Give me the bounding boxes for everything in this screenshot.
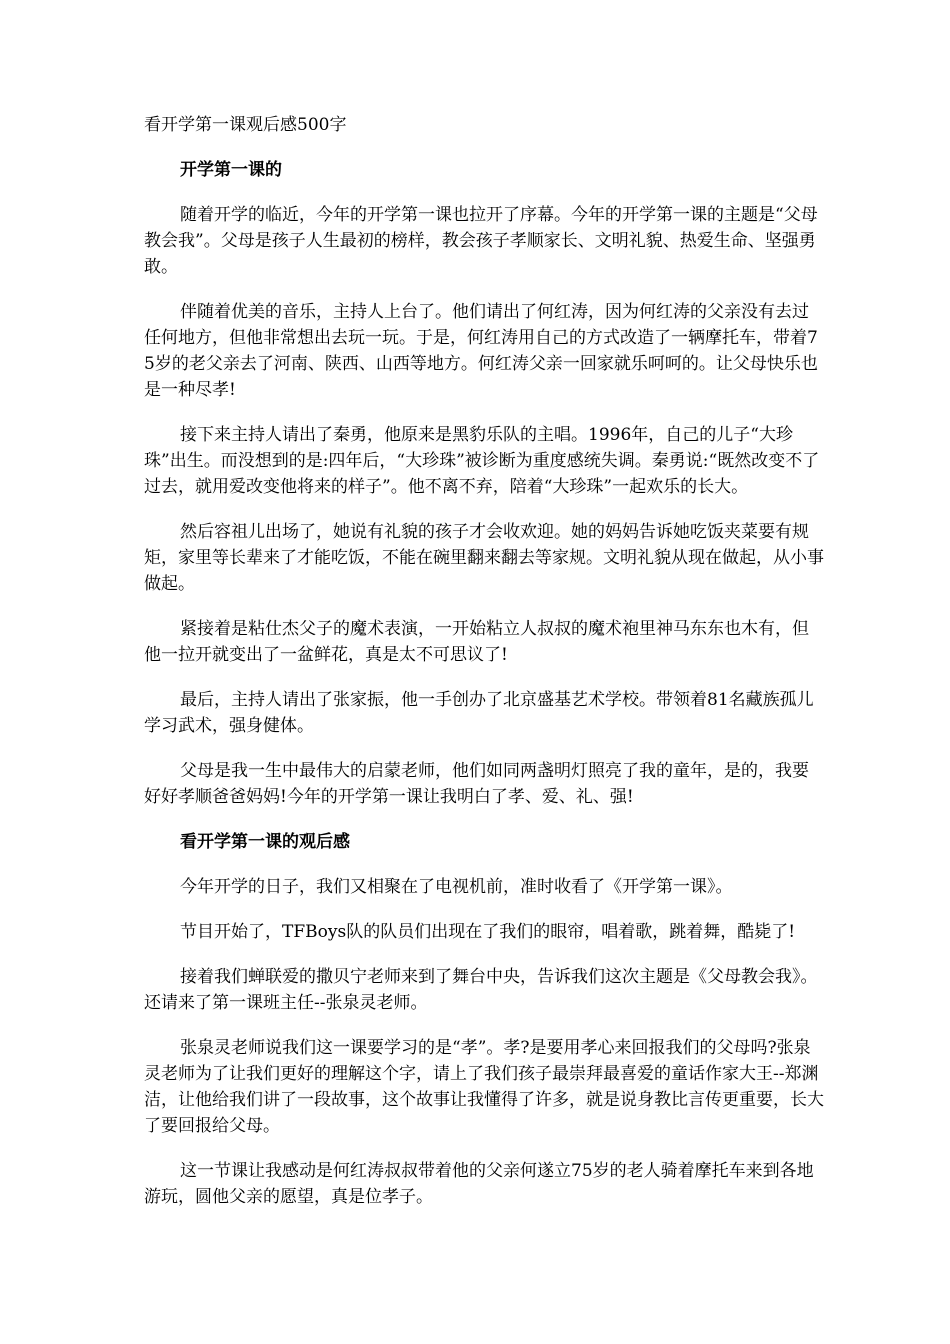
paragraph: 父母是我一生中最伟大的启蒙老师，他们如同两盏明灯照亮了我的童年，是的，我要好好孝顺爸爸妈妈!今年的开学第一课让我明白了孝、爱、礼、强! (144, 761, 809, 807)
paragraph: 今年开学的日子，我们又相聚在了电视机前，准时收看了《开学第一课》。 (180, 877, 733, 897)
section-heading: 看开学第一课的观后感 (180, 832, 350, 852)
document-title: 看开学第一课观后感500字 (144, 115, 347, 135)
paragraph: 伴随着优美的音乐，主持人上台了。他们请出了何红涛，因为何红涛的父亲没有去过任何地方，但他非常想出去玩一玩。于是，何红涛用自己的方式改造了一辆摩托车，带着75岁的老父亲去了河南、陕西、山西等地方。何红涛父亲一回家就乐呵呵的。让父母快乐也是一种尽孝! (144, 302, 818, 400)
paragraph: 最后，主持人请出了张家振，他一手创办了北京盛基艺术学校。带领着81名藏族孤儿学习武术，强身健体。 (144, 690, 814, 736)
document-page (144, 112, 824, 1229)
section-1 (144, 157, 824, 810)
paragraph: 接下来主持人请出了秦勇，他原来是黑豹乐队的主唱。1996年，自己的儿子“大珍珠”出生。而没想到的是:四年后，“大珍珠”被诊断为重度感统失调。秦勇说:“既然改变不了过去，就用爱改变他将来的样子”。他不离不弃，陪着“大珍珠”一起欢乐的长大。 (144, 425, 820, 497)
paragraph: 这一节课让我感动是何红涛叔叔带着他的父亲何遂立75岁的老人骑着摩托车来到各地游玩，圆他父亲的愿望，真是位孝子。 (144, 1161, 814, 1207)
section-heading: 开学第一课的 (180, 160, 282, 180)
section-2 (144, 829, 824, 1210)
paragraph: 然后容祖儿出场了，她说有礼貌的孩子才会收欢迎。她的妈妈告诉她吃饭夹菜要有规矩，家里等长辈来了才能吃饭，不能在碗里翻来翻去等家规。文明礼貌从现在做起，从小事做起。 (144, 522, 824, 594)
paragraph: 紧接着是粘仕杰父子的魔术表演，一开始粘立人叔叔的魔术袍里神马东东也木有，但他一拉开就变出了一盆鲜花，真是太不可思议了! (144, 619, 809, 665)
paragraph: 随着开学的临近，今年的开学第一课也拉开了序幕。今年的开学第一课的主题是“父母教会我”。父母是孩子人生最初的榜样，教会孩子孝顺家长、文明礼貌、热爱生命、坚强勇敢。 (144, 205, 818, 277)
paragraph: 张泉灵老师说我们这一课要学习的是“孝”。孝?是要用孝心来回报我们的父母吗?张泉灵老师为了让我们更好的理解这个字，请上了我们孩子最崇拜最喜爱的童话作家大王--郑渊洁，让他给我们讲了一段故事，这个故事让我懂得了许多，就是说身教比言传更重要，长大了要回报给父母。 (144, 1038, 824, 1136)
paragraph: 接着我们蝉联爱的撒贝宁老师来到了舞台中央，告诉我们这次主题是《父母教会我》。还请来了第一课班主任--张泉灵老师。 (144, 967, 818, 1013)
paragraph: 节目开始了，TFBoys队的队员们出现在了我们的眼帘，唱着歌，跳着舞，酷毙了! (180, 922, 796, 942)
